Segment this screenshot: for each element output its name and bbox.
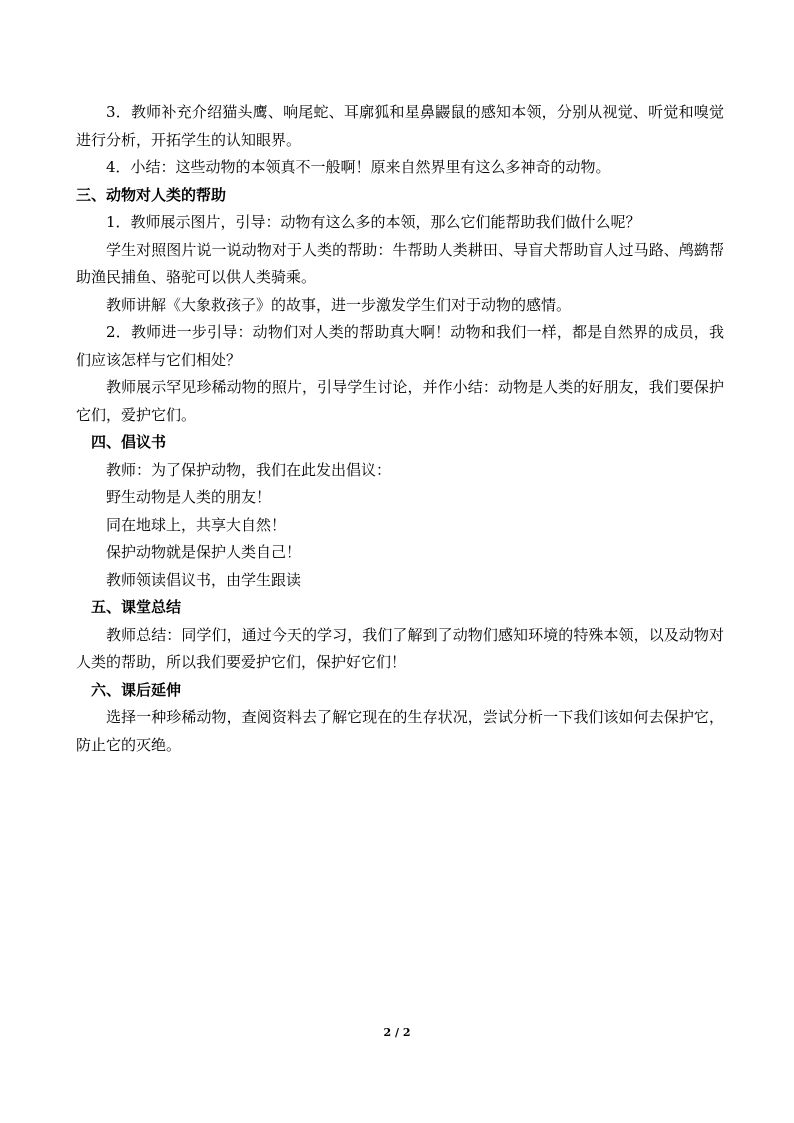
paragraph: 学生对照图片说一说动物对于人类的帮助：牛帮助人类耕田、导盲犬帮助盲人过马路、鸬鹚帮助渔民捕鱼、骆驼可以供人类骑乘。 <box>76 240 724 286</box>
section-heading: 三、动物对人类的帮助 <box>76 185 227 204</box>
paragraph: 野生动物是人类的朋友！ <box>106 488 272 506</box>
section-heading: 四、倡议书 <box>91 433 167 451</box>
paragraph: 教师讲解《大象救孩子》的故事，进一步激发学生们对于动物的感情。 <box>106 295 572 314</box>
document-body <box>76 99 724 759</box>
paragraph: 3．教师补充介绍猫头鹰、响尾蛇、耳廓狐和星鼻鼹鼠的感知本领，分别从视觉、听觉和嗅觉进行分析，开拓学生的认知眼界。 <box>76 103 724 149</box>
paragraph: 2．教师进一步引导：动物们对人类的帮助真大啊！动物和我们一样，都是自然界的成员，我们应该怎样与它们相处？ <box>76 323 724 369</box>
paragraph: 1．教师展示图片，引导：动物有这么多的本领，那么它们能帮助我们做什么呢？ <box>106 213 641 231</box>
paragraph: 同在地球上，共享大自然！ <box>106 515 287 534</box>
paragraph: 选择一种珍稀动物，查阅资料去了解它现在的生存状况，尝试分析一下我们该如何去保护它，防止它的灭绝。 <box>76 708 724 754</box>
paragraph: 教师领读倡议书，由学生跟读 <box>106 570 302 589</box>
paragraph: 教师总结：同学们，通过今天的学习，我们了解到了动物们感知环境的特殊本领，以及动物对人类的帮助，所以我们要爱护它们，保护好它们！ <box>76 625 724 671</box>
section-heading: 六、课后延伸 <box>91 680 182 699</box>
paragraph: 教师展示罕见珍稀动物的照片，引导学生讨论，并作小结：动物是人类的好朋友，我们要保护它们，爱护它们。 <box>76 378 724 424</box>
paragraph: 教师：为了保护动物，我们在此发出倡议： <box>106 460 392 479</box>
section-heading: 五、课堂总结 <box>91 598 182 616</box>
page-number: 2 / 2 <box>383 1026 411 1039</box>
paragraph: 4．小结：这些动物的本领真不一般啊！原来自然界里有这么多神奇的动物。 <box>106 158 611 176</box>
paragraph: 保护动物就是保护人类自己！ <box>106 543 302 561</box>
